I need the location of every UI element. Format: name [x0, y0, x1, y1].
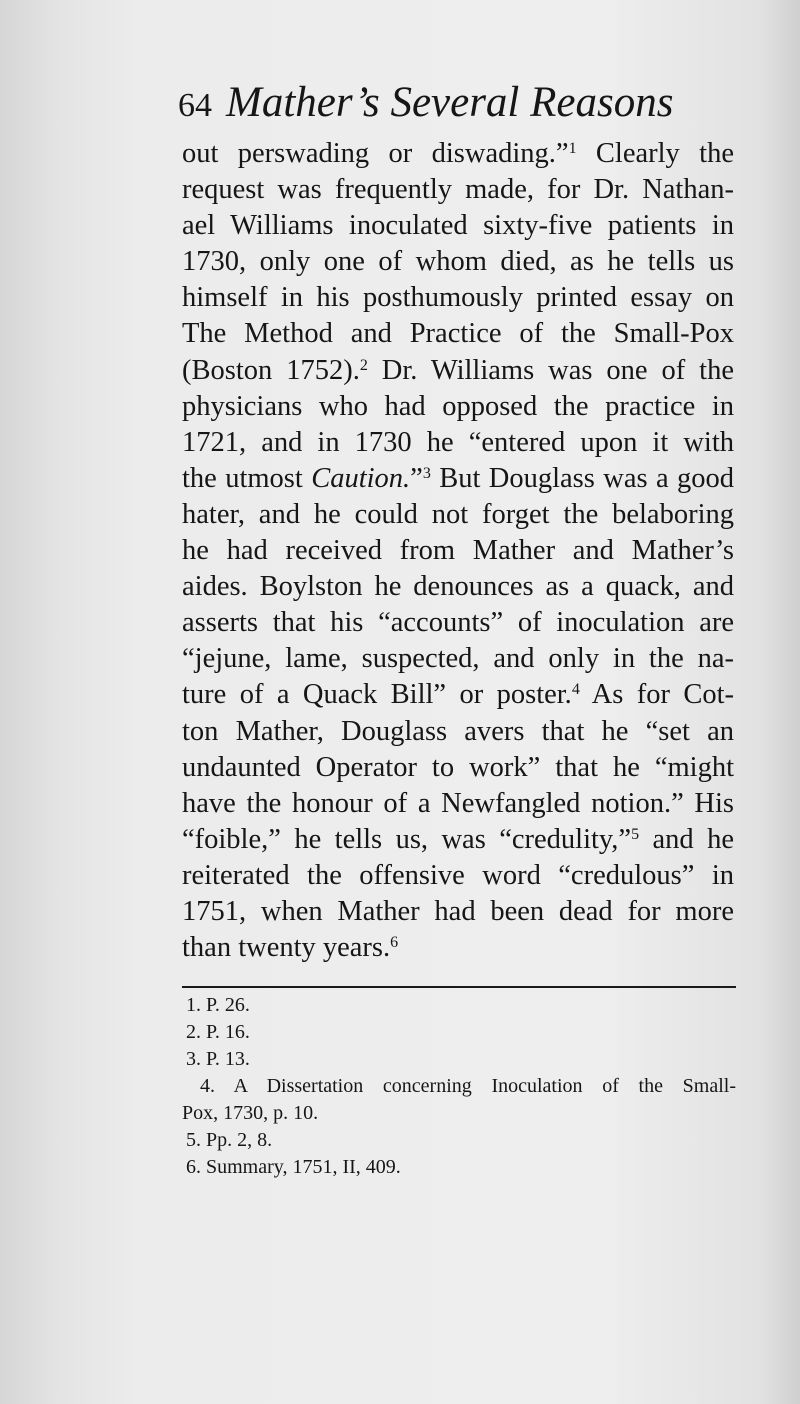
body-line: 1730, only one of whom died, as he tells us: [182, 246, 734, 278]
page-header: [178, 78, 738, 138]
body-line: “foible,” he tells us, was “credulity,”$^5$ and he: [182, 823, 734, 855]
body-line: out perswading or diswading.”$^1$ Clearly the: [182, 138, 734, 169]
body-line: the utmost Caution.”$^3$ But Douglass was a good: [182, 462, 734, 494]
footnote-divider: [182, 986, 736, 988]
body-line: physicians who had opposed the practice in: [182, 390, 734, 422]
footnotes: [182, 992, 736, 1181]
body-line: he had received from Mather and Mather’s: [182, 535, 734, 567]
body-line: 1721, and in 1730 he “entered upon it with: [182, 426, 734, 458]
body-line: ael Williams inoculated sixty-five patients in: [182, 210, 734, 242]
italic-word: Caution.: [311, 462, 411, 494]
body-text: [182, 136, 734, 966]
footnote: 4. A Dissertation concerning Inoculation of the Small-: [200, 1075, 736, 1097]
body-line: himself in his posthumously printed essay on: [182, 282, 734, 314]
body-line: aides. Boylston he denounces as a quack, and: [182, 571, 734, 603]
body-line: hater, and he could not forget the belaboring: [182, 498, 734, 530]
page-number: 64: [178, 87, 212, 124]
body-line: undaunted Operator to work” that he “might: [182, 751, 734, 783]
footnote: 6. Summary, 1751, II, 409.: [186, 1156, 401, 1178]
footnote-ref: 1: [568, 140, 577, 157]
footnote-ref: 3: [422, 464, 431, 482]
footnote: 3. P. 13.: [186, 1048, 250, 1070]
body-line: ton Mather, Douglass avers that he “set an: [182, 715, 734, 747]
footnote: 2. P. 16.: [186, 1021, 250, 1043]
footnote: 1. P. 26.: [186, 994, 250, 1016]
body-line: than twenty years.$^6$: [182, 932, 399, 964]
body-line: reiterated the offensive word “credulous” in: [182, 859, 734, 891]
body-line: have the honour of a Newfangled notion.” His: [182, 787, 734, 819]
body-line: ture of a Quack Bill” or poster.$^4$ As for Cot-: [182, 679, 735, 711]
footnote-ref: 2: [359, 356, 368, 374]
body-line: “jejune, lame, suspected, and only in the na-: [182, 643, 734, 675]
footnote-ref: 5: [631, 825, 640, 843]
body-line: (Boston 1752).$^2$ Dr. Williams was one of the: [182, 354, 735, 386]
footnote-ref: 4: [571, 681, 580, 699]
body-line: The Method and Practice of the Small-Pox: [182, 318, 734, 350]
running-head: Mather’s Several Reasons: [226, 79, 674, 126]
body-line: 1751, when Mather had been dead for more: [182, 895, 734, 927]
body-line: asserts that his “accounts” of inoculation are: [182, 607, 734, 639]
footnote-ref: 6: [390, 934, 399, 952]
footnote: 5. Pp. 2, 8.: [186, 1129, 273, 1151]
footnote-continuation: Pox, 1730, p. 10.: [182, 1102, 319, 1124]
body-line: request was frequently made, for Dr. Nathan-: [182, 174, 734, 206]
